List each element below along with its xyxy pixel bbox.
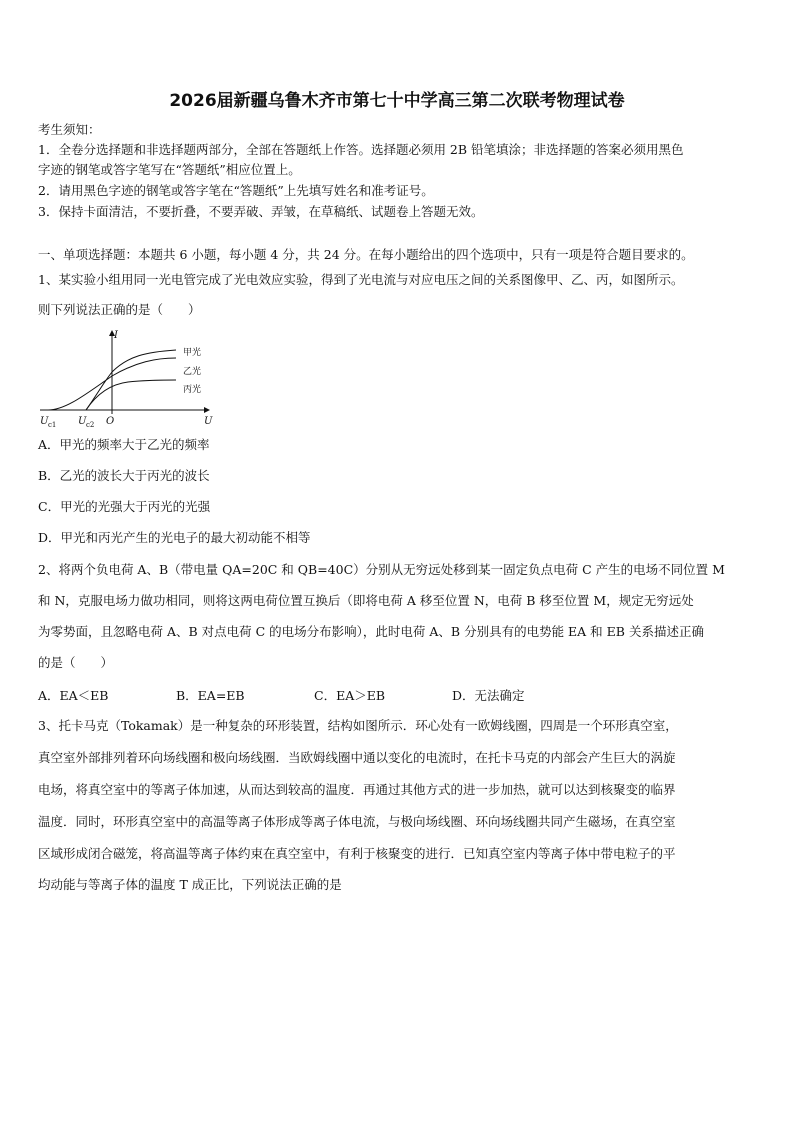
question-1-option-a: A．甲光的频率大于乙光的频率 — [38, 437, 210, 452]
question-1-option-b: B．乙光的波长大于丙光的波长 — [38, 468, 210, 483]
curve-label-bing: 丙光 — [183, 385, 202, 395]
curve-label-yi: 乙光 — [183, 367, 202, 377]
question-1-line-2: 则下列说法正确的是（ ） — [38, 302, 201, 317]
i-axis-label: I — [114, 330, 118, 341]
section-heading: 一、单项选择题：本题共 6 小题，每小题 4 分，共 24 分。在每小题给出的四个选项中，只有一项是符合题目要求的。 — [38, 247, 694, 262]
question-3-line-3: 电场，将真空室中的等离子体加速，从而达到较高的温度．再通过其他方式的进一步加热，就可以达到核聚变的临界 — [38, 782, 676, 797]
question-2-option-d: D．无法确定 — [452, 688, 525, 703]
uc1-label: U — [40, 416, 49, 427]
uc1-subscript: c1 — [48, 421, 57, 429]
question-2-line-1: 2、将两个负电荷 A、B（带电量 QA=20C 和 QB=40C）分别从无穷远处移到某一固定负点电荷 C 产生的电场不同位置 M — [38, 562, 725, 577]
question-1-option-c: C．甲光的光强大于丙光的光强 — [38, 499, 211, 514]
page-title: 2026届新疆乌鲁木齐市第七十中学高三第二次联考物理试卷 — [169, 91, 625, 111]
question-2-option-b: B．EA=EB — [176, 688, 245, 703]
uc2-subscript: c2 — [86, 421, 95, 429]
question-3-line-5: 区域形成闭合磁笼，将高温等离子体约束在真空室中，有利于核聚变的进行．已知真空室内等离子体中带电粒子的平 — [38, 846, 676, 861]
question-3-line-2: 真空室外部排列着环向场线圈和极向场线圈．当欧姆线圈中通以变化的电流时，在托卡马克的内部会产生巨大的涡旋 — [38, 750, 676, 765]
question-3-line-4: 温度．同时，环形真空室中的高温等离子体形成等离子体电流，与极向场线圈、环向场线圈共同产生磁场，在真空室 — [38, 814, 676, 829]
notice-item-2: 2．请用黑色字迹的钢笔或答字笔在“答题纸”上先填写姓名和准考证号。 — [38, 183, 434, 198]
question-3-line-6: 均动能与等离子体的温度 T 成正比，下列说法正确的是 — [38, 877, 342, 892]
curve-label-jia: 甲光 — [183, 348, 202, 358]
uc2-label: U — [78, 416, 87, 427]
notice-item-1-line-1: 1．全卷分选择题和非选择题两部分，全部在答题纸上作答。选择题必须用 2B 铅笔填涂；非选择题的答案必须用黑色 — [38, 142, 684, 157]
photoelectric-iu-graph — [36, 326, 216, 430]
notice-heading: 考生须知： — [38, 122, 101, 137]
curve-jia — [40, 358, 176, 410]
question-3-line-1: 3、托卡马克（Tokamak）是一种复杂的环形装置，结构如图所示．环心处有一欧姆线圈，四周是一个环形真空室， — [38, 718, 678, 733]
notice-item-1-line-2: 字迹的钢笔或答字笔写在“答题纸”相应位置上。 — [38, 162, 301, 177]
u-axis-arrow-icon — [204, 407, 210, 413]
question-1-option-d: D．甲光和丙光产生的光电子的最大初动能不相等 — [38, 530, 311, 545]
question-2-line-4: 的是（ ） — [38, 655, 114, 670]
notice-item-3: 3．保持卡面清洁，不要折叠，不要弄破、弄皱，在草稿纸、试题卷上答题无效。 — [38, 204, 484, 219]
question-2-line-3: 为零势面，且忽略电荷 A、B 对点电荷 C 的电场分布影响），此时电荷 A、B 分别具有的电势能 EA 和 EB 关系描述正确 — [38, 624, 704, 639]
u-axis-label: U — [204, 416, 213, 427]
question-2-option-a: A．EA＜EB — [38, 688, 109, 703]
question-1-line-1: 1、某实验小组用同一光电管完成了光电效应实验，得到了光电流与对应电压之间的关系图像甲、乙、丙，如图所示。 — [38, 272, 684, 287]
question-2-option-c: C．EA＞EB — [314, 688, 386, 703]
origin-label: O — [106, 416, 115, 427]
question-2-line-2: 和 N，克服电场力做功相同，则将这两电荷位置互换后（即将电荷 A 移至位置 N，电荷 B 移至位置 M，规定无穷远处 — [38, 593, 694, 608]
